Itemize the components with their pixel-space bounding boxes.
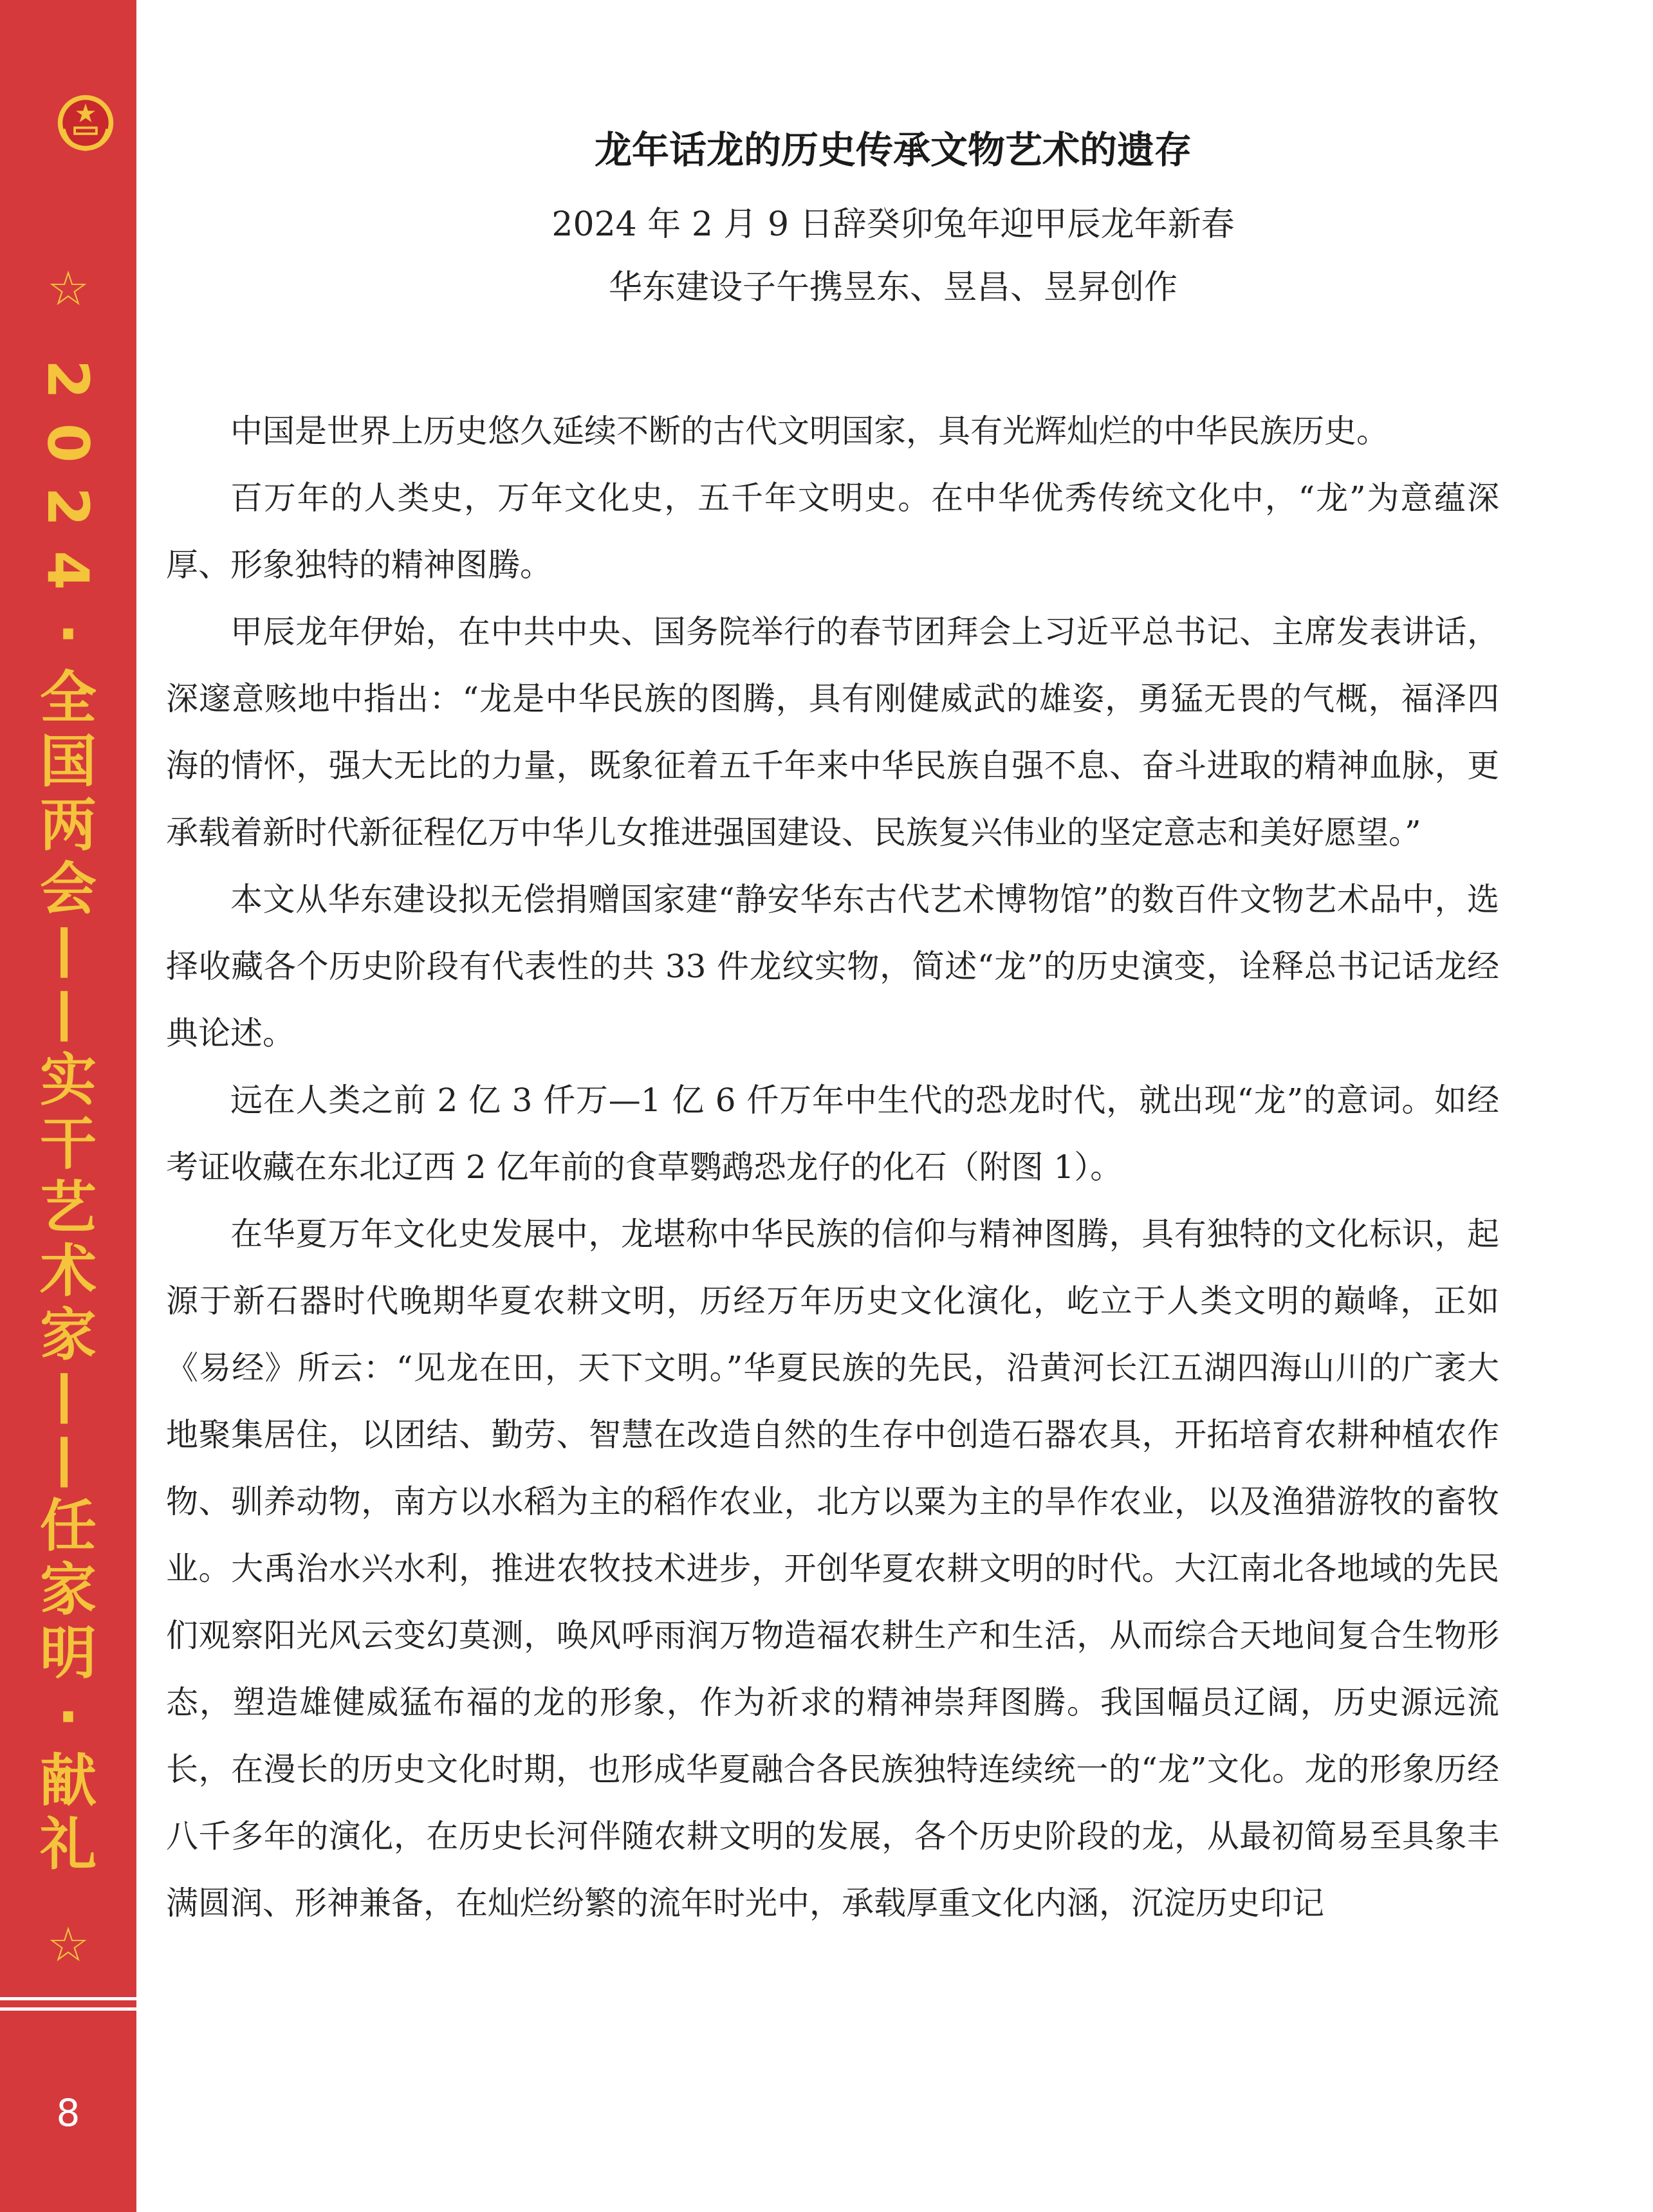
vertical-banner-char: · (57, 1684, 79, 1750)
vertical-banner-char: 会 (39, 856, 97, 922)
sidebar-banner (0, 0, 136, 2212)
vertical-banner-char: 礼 (39, 1811, 97, 1877)
vertical-banner-char: 家 (39, 1302, 97, 1368)
star-icon-top: ☆ (46, 261, 90, 317)
vertical-banner-char: 明 (39, 1620, 97, 1686)
vertical-banner-char: · (57, 601, 79, 667)
vertical-banner-char: 术 (39, 1238, 97, 1304)
vertical-banner-char: 任 (39, 1493, 97, 1559)
vertical-banner-char: 0 (35, 423, 102, 463)
vertical-banner-char: 全 (39, 665, 97, 731)
paragraph: 远在人类之前 2 亿 3 仟万—1 亿 6 仟万年中生代的恐龙时代，就出现“龙”的意词。如经考证收藏在东北辽西 2 亿年前的食草鹦鹉恐龙仔的化石（附图 1）。 (166, 1082, 1499, 1186)
vertical-banner-char: — (35, 924, 102, 981)
vertical-banner-text (0, 347, 136, 1904)
vertical-banner-char: 献 (39, 1747, 97, 1814)
vertical-banner-char: 2 (35, 486, 102, 527)
article-body (166, 398, 1499, 1937)
divider-line-lower (0, 2007, 136, 2011)
vertical-banner-char: — (35, 1433, 102, 1491)
article-title: 龙年话龙的历史传承文物艺术的遗存 (594, 128, 1192, 172)
vertical-banner-char: 实 (39, 1047, 97, 1113)
star-icon-bottom: ☆ (46, 1917, 90, 1973)
paragraph: 本文从华东建设拟无偿捐赠国家建“静安华东古代艺术博物馆”的数百件文物艺术品中，选择收藏各个历史阶段有代表性的共 33 件龙纹实物，简述“龙”的历史演变，诠释总书记话龙经典论述。 (166, 881, 1499, 1052)
page-number: 8 (56, 2091, 80, 2135)
vertical-banner-char: 4 (35, 550, 102, 591)
vertical-banner-char: — (35, 1370, 102, 1427)
vertical-banner-char: — (35, 988, 102, 1045)
divider-line-upper (0, 1997, 136, 2000)
vertical-banner-char: 家 (39, 1556, 97, 1623)
article-author-line: 华东建设子午携昱东、昱昌、昱昇创作 (608, 268, 1177, 307)
national-emblem-icon (55, 93, 116, 153)
vertical-banner-char: 2 (35, 359, 102, 400)
vertical-banner-char: 艺 (39, 1174, 97, 1240)
vertical-banner-char: 两 (39, 792, 97, 858)
paragraph: 甲辰龙年伊始，在中共中央、国务院举行的春节团拜会上习近平总书记、主席发表讲话，深邃意赅地中指出：“龙是中华民族的图腾，具有刚健威武的雄姿，勇猛无畏的气概，福泽四海的情怀，强大无比的力量，既象征着五千年来中华民族自强不息、奋斗进取的精神血脉，更承载着新时代新征程亿万中华儿女推进强国建设、民族复兴伟业的坚定意志和美好愿望。” (166, 613, 1499, 851)
paragraph: 中国是世界上历史悠久延续不断的古代文明国家，具有光辉灿烂的中华民族历史。 (230, 412, 1389, 450)
vertical-banner-char: 国 (39, 728, 97, 795)
paragraph: 百万年的人类史，万年文化史，五千年文明史。在中华优秀传统文化中，“龙”为意蕴深厚、形象独特的精神图腾。 (166, 479, 1499, 584)
paragraph: 在华夏万年文化史发展中，龙堪称中华民族的信仰与精神图腾，具有独特的文化标识，起源于新石器时代晚期华夏农耕文明，历经万年历史文化演化，屹立于人类文明的巅峰，正如《易经》所云：“见龙在田，天下文明。”华夏民族的先民，沿黄河长江五湖四海山川的广袤大地聚集居住，以团结、勤劳、智慧在改造自然的生存中创造石器农具，开拓培育农耕种植农作物、驯养动物，南方以水稻为主的稻作农业，北方以粟为主的旱作农业，以及渔猎游牧的畜牧业。大禹治水兴水利，推进农牧技术进步，开创华夏农耕文明的时代。大江南北各地域的先民们观察阳光风云变幻莫测，唤风呼雨润万物造福农耕生产和生活，从而综合天地间复合生物形态，塑造雄健威猛布福的龙的形象，作为祈求的精神崇拜图腾。我国幅员辽阔，历史源远流长，在漫长的历史文化时期，也形成华夏融合各民族独特连续统一的“龙”文化。龙的形象历经八千多年的演化，在历史长河伴随农耕文明的发展，各个历史阶段的龙，从最初简易至具象丰满圆润、形神兼备，在灿烂纷繁的流年时光中，承载厚重文化内涵，沉淀历史印记 (166, 1215, 1499, 1922)
article-date-line: 2024 年 2 月 9 日辞癸卯兔年迎甲辰龙年新春 (551, 205, 1235, 244)
vertical-banner-char: 干 (39, 1111, 97, 1177)
